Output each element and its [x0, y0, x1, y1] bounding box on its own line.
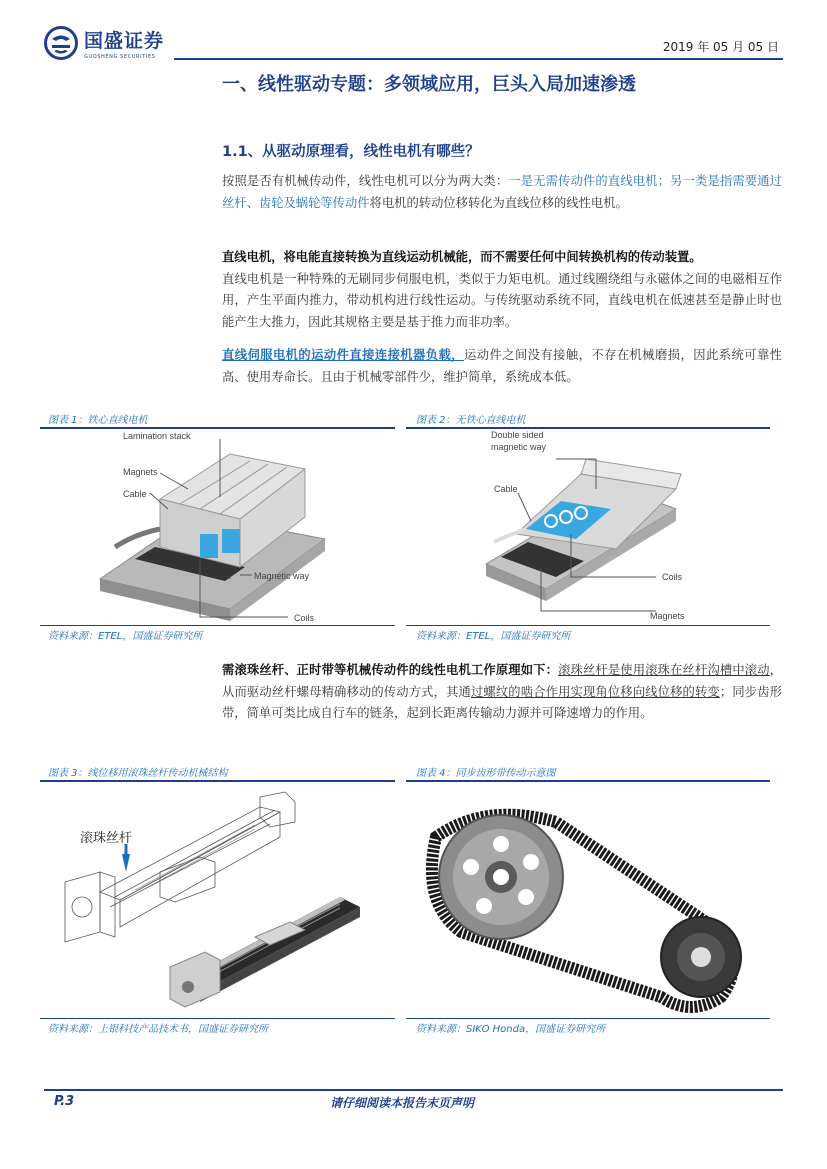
figure-4-title: 图表 4：同步齿形带传动示意图 [416, 768, 556, 779]
figure-2-title: 图表 2：无铁心直线电机 [416, 415, 526, 426]
figure-2-ironless-motor [406, 429, 770, 624]
paragraph-text: 按照是否有机械传动件，线性电机可以分为两大类： [222, 174, 509, 188]
label-double-sided: Double sided [491, 430, 544, 440]
company-name: 国盛证券 [84, 30, 165, 52]
label-cable: Cable [123, 489, 147, 499]
figure-2-bottom-rule [406, 625, 770, 626]
logo-icon [44, 26, 78, 60]
sub-section-title: 1.1、从驱动原理看，线性电机有哪些？ [222, 144, 480, 160]
footer-divider [44, 1089, 783, 1091]
label-magnets: Magnets [123, 467, 158, 477]
page-number: P.3 [54, 1094, 75, 1109]
page-header [0, 0, 827, 60]
paragraph-text: 运动件之间没有接触，不存在机械磨损，因此系统可靠性高、使用寿命长。且由于机械零部件少，维护简单，系统成本低。 [222, 348, 782, 384]
figure-4-source: 资料来源：SIKO Honda，国盛证券研究所 [416, 1024, 606, 1035]
figure-1-source: 资料来源：ETEL，国盛证券研究所 [48, 631, 203, 642]
paragraph-lead: 直线电机，将电能直接转换为直线运动机械能，而不需要任何中间转换机构的传动装置。 [222, 249, 702, 264]
label-magnets: Magnets [650, 611, 685, 621]
underlined-text: 过螺纹的啮合作用实现角位移向线位移的转变 [470, 684, 720, 699]
paragraph-lead: 直线伺服电机的运动件直接连接机器负载， [222, 347, 464, 362]
highlight-text: 一是无需传动件的直线电机；另一类是指需要通过丝杆、齿轮及蜗轮等传动件 [222, 174, 782, 210]
label-coils: Coils [294, 613, 315, 623]
label-lamination-stack: Lamination stack [123, 431, 191, 441]
figure-4-timing-belt [406, 782, 770, 1017]
header-divider [174, 58, 783, 60]
paragraph-classification [222, 171, 782, 214]
paragraph-text: 直线电机是一种特殊的无刷同步伺服电机，类似于力矩电机。通过线圈绕组与永磁体之间的电磁相互作用，产生平面内推力，带动机构进行线性运动。与传统驱动系统不同，直线电机在低速甚至是静止时也能产生大推力，因此其规格主要是基于推力而非功率。 [222, 271, 782, 329]
label-ball-screw: 滚珠丝杆 [80, 831, 133, 846]
company-subname: GUOSHENG SECURITIES [84, 54, 156, 60]
section-title: 一、线性驱动专题：多领域应用，巨头入局加速渗透 [222, 74, 636, 95]
label-magnetic-way: magnetic way [491, 442, 547, 452]
label-cable: Cable [494, 484, 518, 494]
figure-3-source: 资料来源：上银科技产品技术书，国盛证券研究所 [48, 1024, 268, 1035]
paragraph-text: 将电机的转动位移转化为直线位移的线性电机。 [369, 195, 628, 210]
figure-1-title: 图表 1：铁心直线电机 [48, 415, 148, 426]
figure-1-iron-core-motor [40, 429, 395, 624]
paragraph-lead: 需滚珠丝杆、正时带等机械传动件的线性电机工作原理如下： [222, 662, 559, 677]
underlined-text: 滚珠丝杆是使用滚珠在丝杆沟槽中滚动 [558, 663, 770, 677]
company-logo [44, 26, 164, 60]
figure-4-bottom-rule [406, 1018, 770, 1019]
figure-3-bottom-rule [40, 1018, 395, 1019]
label-magnetic-way: Magnetic way [254, 571, 310, 581]
figure-3-title: 图表 3：线位移用滚珠丝杆传动机械结构 [48, 768, 228, 779]
figure-1-bottom-rule [40, 625, 395, 626]
paragraph-linear-motor [222, 246, 782, 333]
label-coils: Coils [662, 572, 683, 582]
footer-disclaimer: 请仔细阅读本报告末页声明 [330, 1096, 475, 1110]
paragraph-mechanical-drive [222, 659, 782, 725]
report-date: 2019 年 05 月 05 日 [662, 40, 779, 54]
paragraph-servo-motor [222, 344, 782, 388]
paragraph-text: ；同步齿形带，简单可类比成自行车的链条，起到长距离传输动力源并可降速增力的作用。 [222, 684, 782, 720]
figure-2-source: 资料来源：ETEL，国盛证券研究所 [416, 631, 571, 642]
paragraph-text: ，从而驱动丝杆螺母精确移动的传动方式，其通 [222, 663, 782, 699]
figure-3-ball-screw [40, 782, 395, 1017]
